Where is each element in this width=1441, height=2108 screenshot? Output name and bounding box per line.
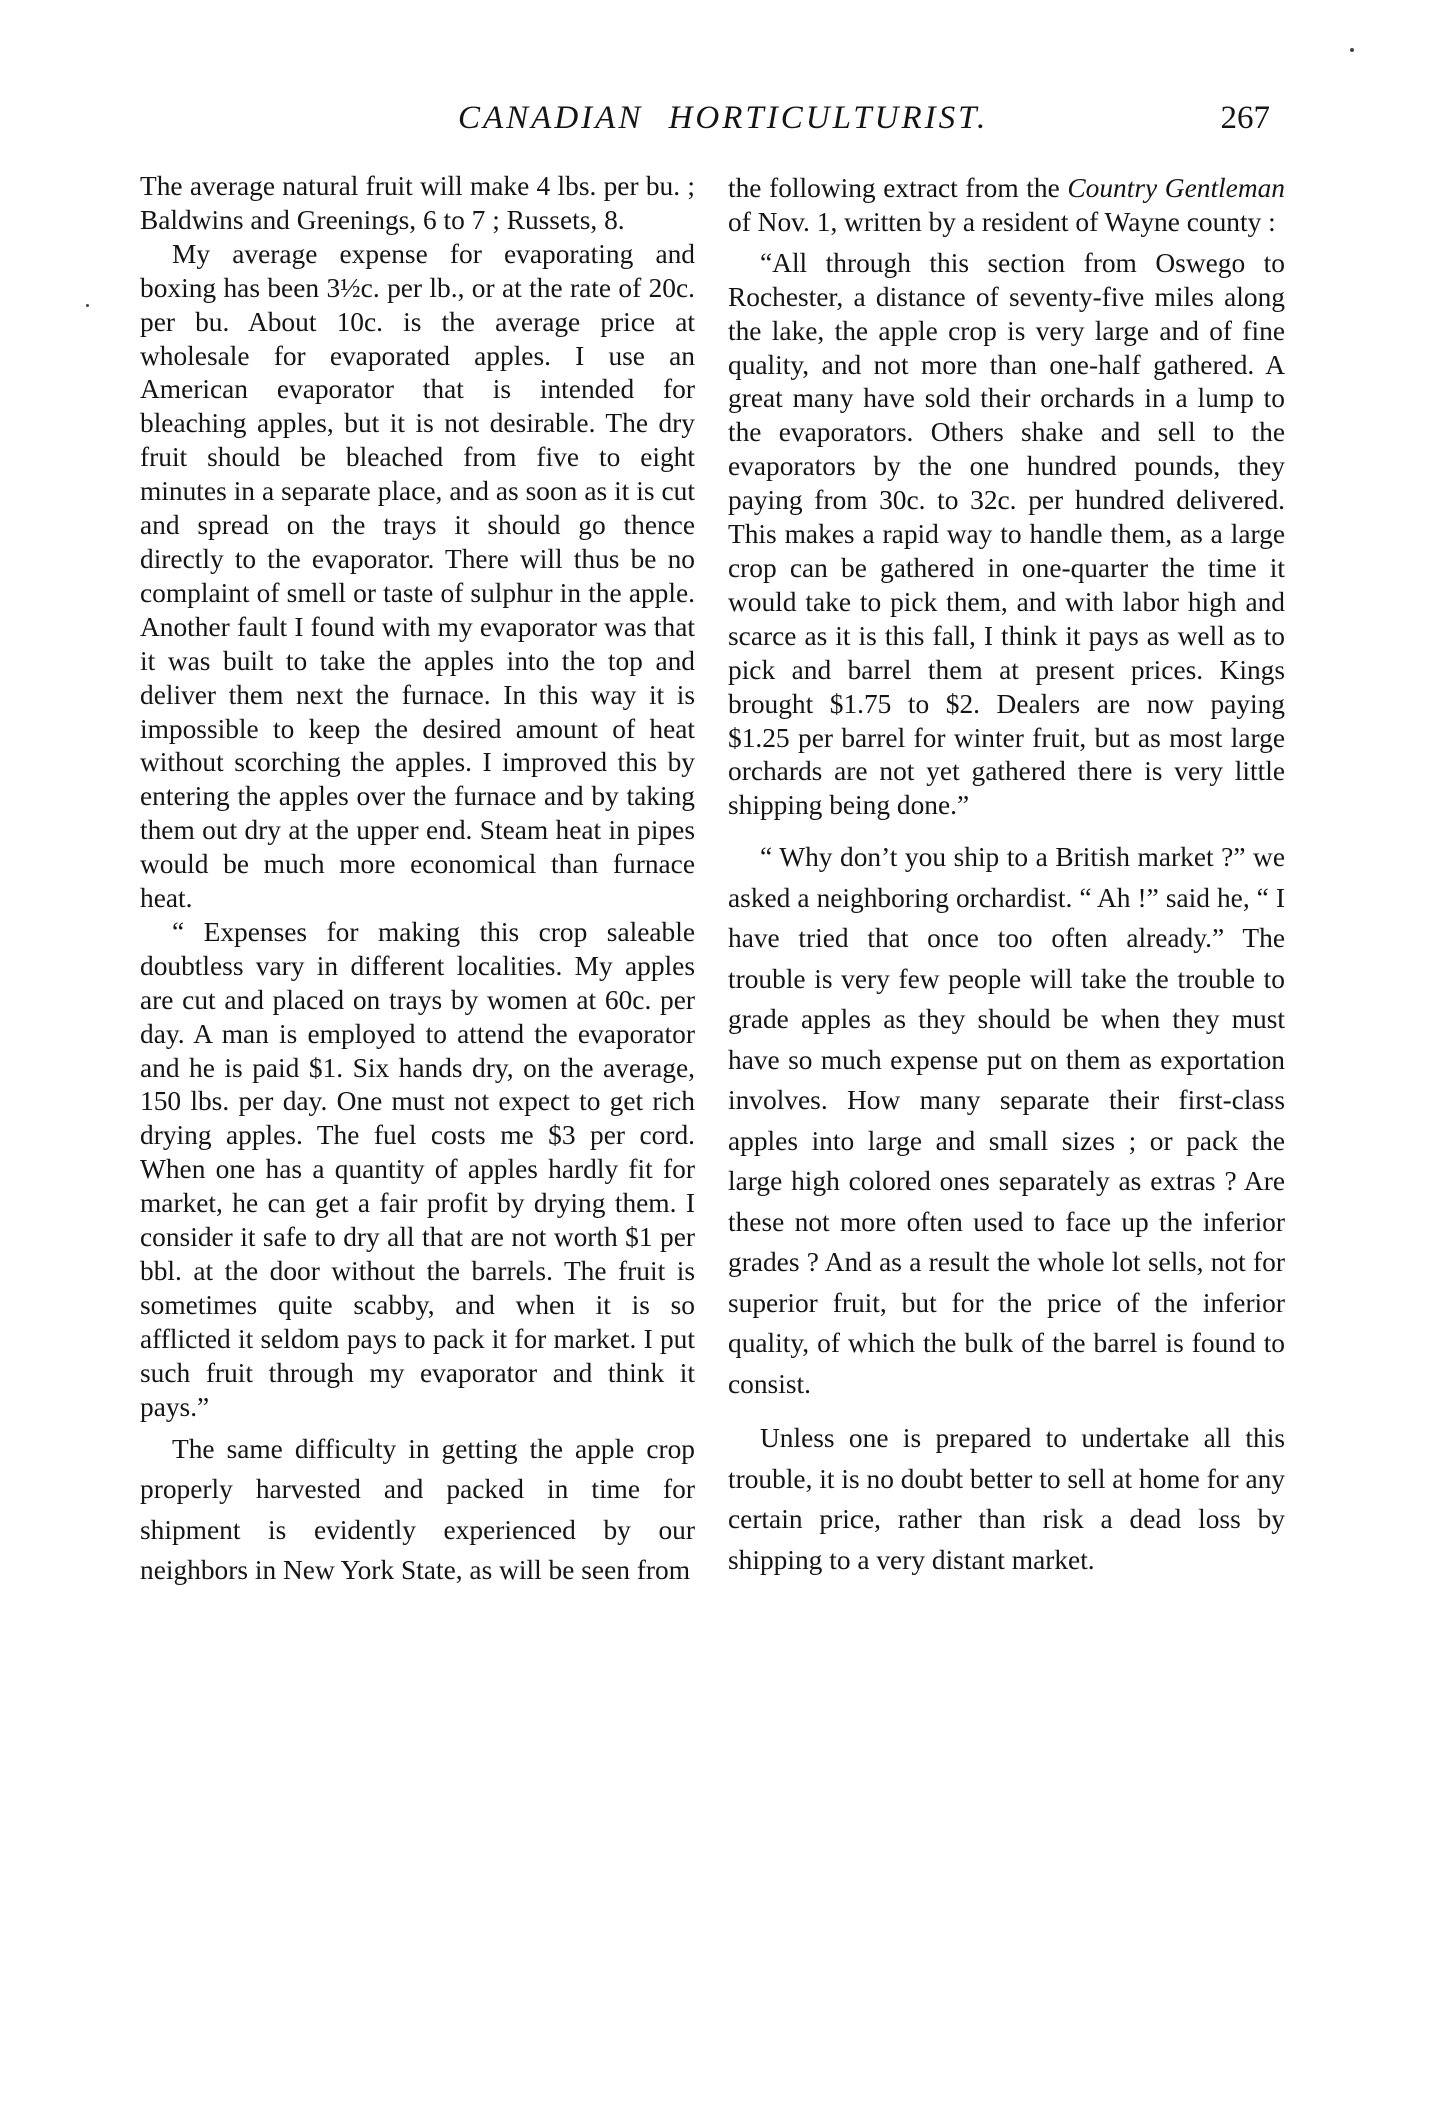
quoted-paragraph: “All through this section from Oswego to Rochester, a distance of seventy-five miles along the lake, the apple crop is very large and of fine quality, and not more than one-half gathered. A great many have sold their orchards in a lump to the evaporators. Others shake and sell to the evaporators by the one hundred pounds, they paying from 30c. to 32c. per hundred delivered. This makes a rapid way to handle them, as a large crop can be gathered in one-quarter the time it would take to pick them, and with labor high and scarce as it is this fall, I think it pays as well as to pick and barrel them at present prices. Kings brought $1.75 to $2. Dealers are now paying $1.25 per barrel for winter fruit, but as most large orchards are not yet gathered there is very little shipping being done.” [728, 247, 1285, 821]
paragraph: The average natural fruit will make 4 lbs. per bu. ; Baldwins and Greenings, 6 to 7 ; Russets, 8. [140, 171, 695, 235]
paragraph: Unless one is prepared to undertake all this trouble, it is no doubt better to sell at home for any certain price, rather than risk a dead loss by shipping to a very distant market. [728, 1423, 1285, 1575]
running-title: CANADIAN HORTICULTURIST. [458, 100, 989, 136]
quoted-paragraph: “ Expenses for making this crop saleable doubtless vary in different localities. My apples are cut and placed on trays by women at 60c. per day. A man is employed to attend the evaporator and he is paid $1. Six hands dry, on the average, 150 lbs. per day. One must not expect to get rich drying apples. The fuel costs me $3 per cord. When one has a quantity of apples hardly fit for market, he can get a fair profit by drying them. I consider it safe to dry all that are not worth $1 per bbl. at the door without the barrels. The fruit is sometimes quite scabby, and when it is so afflicted it seldom pays to pack it for market. I put such fruit through my evaporator and think it pays.” [140, 916, 695, 1422]
page-number: 267 [1220, 100, 1270, 136]
paragraph-text: of Nov. 1, written by a resident of Wayne county : [728, 206, 1276, 237]
page-header [140, 100, 1270, 150]
paragraph: “ Why don’t you ship to a British market ?” we asked a neighboring orchardist. “ Ah !” said he, “ I have tried that once too often already.” The trouble is very few people will take the trouble to grade apples as they should be when they must have so much expense put on them as exportation involves. How many separate their first-class apples into large and small sizes ; or pack the large high colored ones separately as extras ? Are these not more often used to face up the inferior grades ? And as a result the whole lot sells, not for superior fruit, but for the price of the inferior quality, of which the bulk of the barrel is found to consist. [728, 842, 1285, 1399]
right-column [728, 172, 1285, 1580]
paragraph: My average expense for evaporating and boxing has been 3½c. per lb., or at the rate of 20c. per bu. About 10c. is the average price at wholesale for evaporated apples. I use an American evaporator that is intended for bleaching apples, but it is not desirable. The dry fruit should be bleached from five to eight minutes in a separate place, and as soon as it is cut and spread on the trays it should go thence directly to the evaporator. There will thus be no complaint of smell or taste of sulphur in the apple. Another fault I found with my evaporator was that it was built to take the apples into the top and deliver them next the furnace. In this way it is impossible to keep the desired amount of heat without scorching the apples. I improved this by entering the apples over the furnace and by taking them out dry at the upper end. Steam heat in pipes would be much more economical than furnace heat. [140, 238, 695, 914]
left-column [140, 170, 695, 1591]
print-speck [86, 304, 89, 307]
publication-title: Country Gentleman [1067, 173, 1285, 203]
paragraph-text: the following extract from the [728, 173, 1060, 203]
paragraph: The same difficulty in getting the apple crop properly harvested and packed in time for shipment is evidently experienced by our neighbors in New York State, as will be seen from [140, 1433, 695, 1586]
paragraph-continued [728, 172, 1285, 240]
print-speck [1350, 48, 1354, 52]
